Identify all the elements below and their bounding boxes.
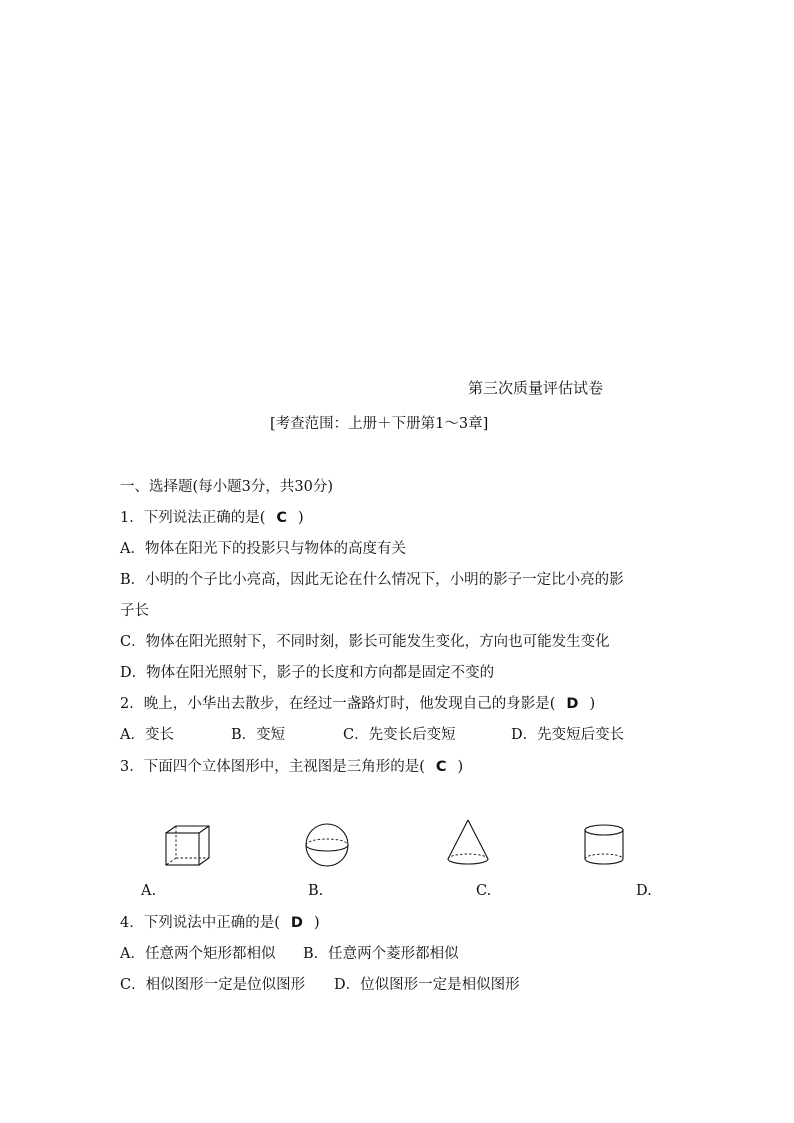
question-2-option-c: C．先变长后变短 xyxy=(343,727,456,743)
figure-label-d: D. xyxy=(636,883,652,899)
question-2-close: ) xyxy=(589,696,596,712)
figure-label-c: C. xyxy=(476,883,492,899)
figure-label-b: B. xyxy=(308,883,324,899)
page-title: 第三次质量评估试卷 xyxy=(468,379,604,397)
question-4-option-b: B．任意两个菱形都相似 xyxy=(303,946,459,962)
section-heading: 一、选择题(每小题3分，共30分) xyxy=(120,479,333,495)
cylinder-icon xyxy=(581,822,627,868)
question-2-option-a: A．变长 xyxy=(120,727,174,743)
question-2-text: 2．晚上，小华出去散步，在经过一盏路灯时，他发现自己的身影是( xyxy=(120,696,556,712)
exam-scope: [考查范围：上册＋下册第1～3章] xyxy=(270,416,489,432)
question-1-option-b: B．小明的个子比小亮高，因此无论在什么情况下，小明的影子一定比小亮的影 xyxy=(120,572,624,588)
question-3-text: 3．下面四个立体图形中，主视图是三角形的是( xyxy=(120,759,425,775)
question-1-option-b-cont: 子长 xyxy=(120,603,149,619)
figure-label-a: A. xyxy=(141,883,157,899)
question-4-option-a: A．任意两个矩形都相似 xyxy=(120,946,276,962)
question-4-stem xyxy=(120,913,320,933)
sphere-icon xyxy=(300,823,354,867)
question-1-close: ) xyxy=(298,510,304,526)
question-3-close: ) xyxy=(457,759,464,775)
question-3-answer: C xyxy=(435,759,447,775)
question-1-option-d: D．物体在阳光照射下，影子的长度和方向都是固定不变的 xyxy=(120,665,495,681)
question-1-text: 1．下列说法正确的是( xyxy=(120,510,266,526)
question-1-answer: C xyxy=(276,510,288,526)
question-4-option-c: C．相似图形一定是位似图形 xyxy=(120,977,306,993)
question-1-option-c: C．物体在阳光照射下，不同时刻，影长可能发生变化，方向也可能发生变化 xyxy=(120,634,610,650)
question-4-option-d: D．位似图形一定是相似图形 xyxy=(334,977,520,993)
question-1-stem xyxy=(120,508,304,528)
question-2-answer: D xyxy=(566,696,579,712)
question-2-option-d: D．先变短后变长 xyxy=(511,727,625,743)
question-2-option-b: B．变短 xyxy=(231,727,286,743)
question-1-option-a: A．物体在阳光下的投影只与物体的高度有关 xyxy=(120,541,406,557)
question-4-answer: D xyxy=(290,915,303,931)
question-2-stem xyxy=(120,694,595,714)
question-3-stem xyxy=(120,757,463,777)
cube-icon xyxy=(160,822,216,868)
question-4-close: ) xyxy=(313,915,320,931)
question-4-text: 4．下列说法中正确的是( xyxy=(120,915,280,931)
cone-icon xyxy=(445,818,491,868)
